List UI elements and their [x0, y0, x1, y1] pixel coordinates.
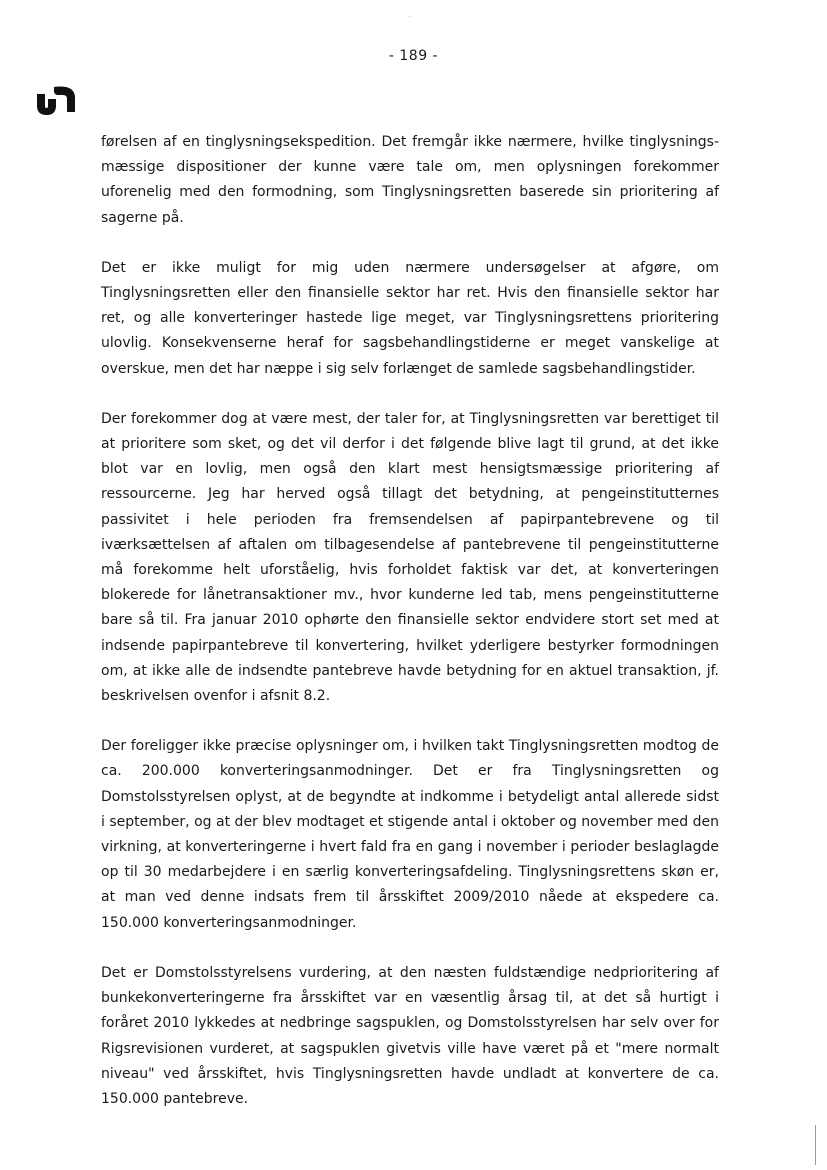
paragraph: Det er ikke muligt for mig uden nærmere undersøgelser at afgøre, om Tinglysningsretten eller den finansielle sektor har ret. Hvis den finansielle sektor har ret, og alle konverteringer hastede lige meget, var Tinglysningsrettens prioritering ulovlig. Konsekvenserne heraf for sagsbehandlingstiderne er meget vanskelige at overskue, men det har næppe i sig selv forlænget de samlede sagsbehandlingstider. — [101, 259, 719, 377]
paragraph: Der foreligger ikke præcise oplysninger om, i hvilken takt Tinglysningsretten modtog de ca. 200.000 konverteringsanmodninger. Det er fra Tinglysningsretten og Domstolsstyrelsen oplyst, at de begyndte at indkomme i betydeligt antal allerede sidst i september, og at der blev modtaget et stigende antal i oktober og november med den virkning, at konverteringerne i hvert fald fra en gang i november i perioder beslaglagde op til 30 medarbejdere i en særlig konverteringsafdeling. Tinglysningsrettens skøn er, at man ved denne indsats frem til årsskiftet 2009/2010 nåede at ekspedere ca. 150.000 konverteringsanmodninger. — [101, 738, 719, 931]
document-body — [101, 130, 719, 1137]
page-number: - 189 - — [388, 48, 439, 64]
scan-artifact — [409, 16, 410, 17]
paragraph: førelsen af en tinglysningsekspedition. Det fremgår ikke nærmere, hvilke tinglysningsmæssige dispositioner der kunne være tale om, men oplysningen forekommer uforenelig med den formodning, som Tinglysningsretten baserede sin prioritering af sagerne på. — [101, 134, 719, 226]
scan-edge-line — [815, 1125, 816, 1165]
paragraph: Det er Domstolsstyrelsens vurdering, at den næsten fuldstændige nedprioritering af bunkekonverteringerne fra årsskiftet var en væsentlig årsag til, at det så hurtigt i foråret 2010 lykkedes at nedbringe sagspuklen, og Domstolsstyrelsen har selv over for Rigsrevisionen vurderet, at sagspuklen givetvis ville have været på et "mere normalt niveau" ved årsskiftet, hvis Tinglysningsretten havde undladt at konvertere de ca. 150.000 pantebreve. — [101, 964, 719, 1107]
institution-logo-icon — [34, 84, 78, 118]
paragraph: Der forekommer dog at være mest, der taler for, at Tinglysningsretten var berettiget til at prioritere som sket, og det vil derfor i det følgende blive lagt til grund, at det ikke blot var en lovlig, men også den klart mest hensigtsmæssige prioritering af ressourcerne. Jeg har herved også tillagt det betydning, at pengeinstitutternes passivitet i hele perioden fra fremsendelsen af papirpantebrevene og til iværksættelsen af aftalen om tilbagesendelse af pantebrevene til pengeinstitutterne må forekomme helt uforståelig, hvis forholdet faktisk var det, at konverteringen blokerede for lånetransaktioner mv., hvor kunderne led tab, mens pengeinstitutterne bare så til. Fra januar 2010 ophørte den finansielle sektor endvidere stort set med at indsende papirpantebreve til konvertering, hvilket yderligere bestyrker formodningen om, at ikke alle de indsendte pantebreve havde betydning for en aktuel transaktion, jf. beskrivelsen ovenfor i afsnit 8.2. — [101, 410, 719, 705]
